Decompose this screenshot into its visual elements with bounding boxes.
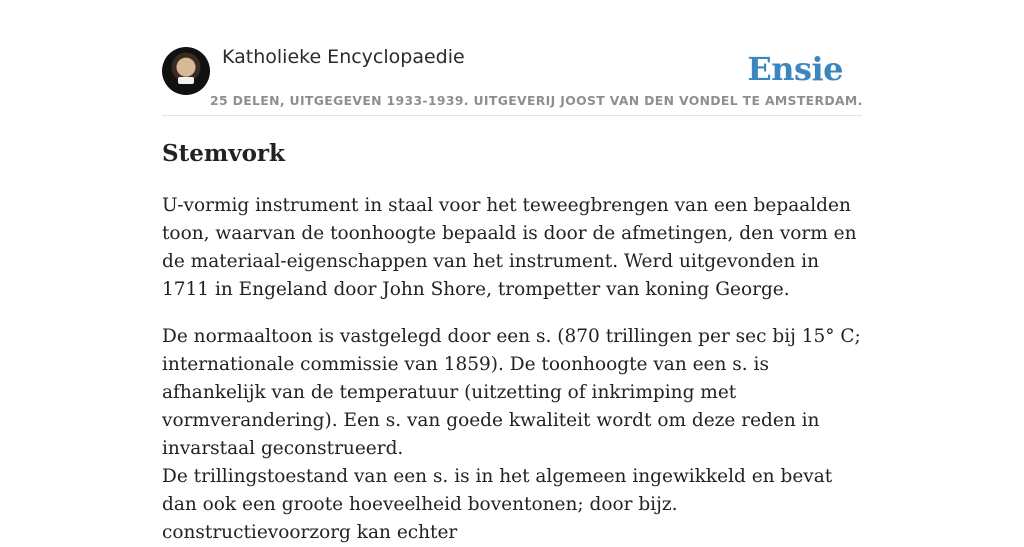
article-paragraph: U-vormig instrument in staal voor het teweegbrengen van een bepaalden toon, waarvan de toonhoogte bepaald is door de afmetingen, den vorm en de materiaal-eigenschappen van het instrument. Werd uitgevonden in 1711 in Engeland door John Shore, trompetter van koning George. (162, 195, 857, 300)
avatar[interactable] (162, 47, 210, 95)
article-title: Stemvork (162, 140, 285, 167)
page-content (162, 0, 863, 543)
site-title[interactable]: Katholieke Encyclopaedie (222, 46, 465, 68)
brand-logo[interactable]: Ensie (747, 50, 843, 88)
site-subtitle: 25 DELEN, UITGEGEVEN 1933-1939. UITGEVERIJ JOOST VAN DEN VONDEL TE AMSTERDAM. (210, 93, 863, 108)
article-paragraph: De normaaltoon is vastgelegd door een s. (870 trillingen per sec bij 15° C; internationale commissie van 1859). De toonhoogte van een s. is afhankelijk van de temperatuur (uitzetting of inkrimping met vormverandering). Een s. van goede kwaliteit wordt om deze reden in invarstaal geconstrueerd. (162, 326, 861, 459)
header (162, 0, 862, 116)
article-paragraph: De trillingstoestand van een s. is in het algemeen ingewikkeld en bevat dan ook een groote hoeveelheid boventonen; door bijz. constructievoorzorg kan echter (162, 466, 833, 543)
